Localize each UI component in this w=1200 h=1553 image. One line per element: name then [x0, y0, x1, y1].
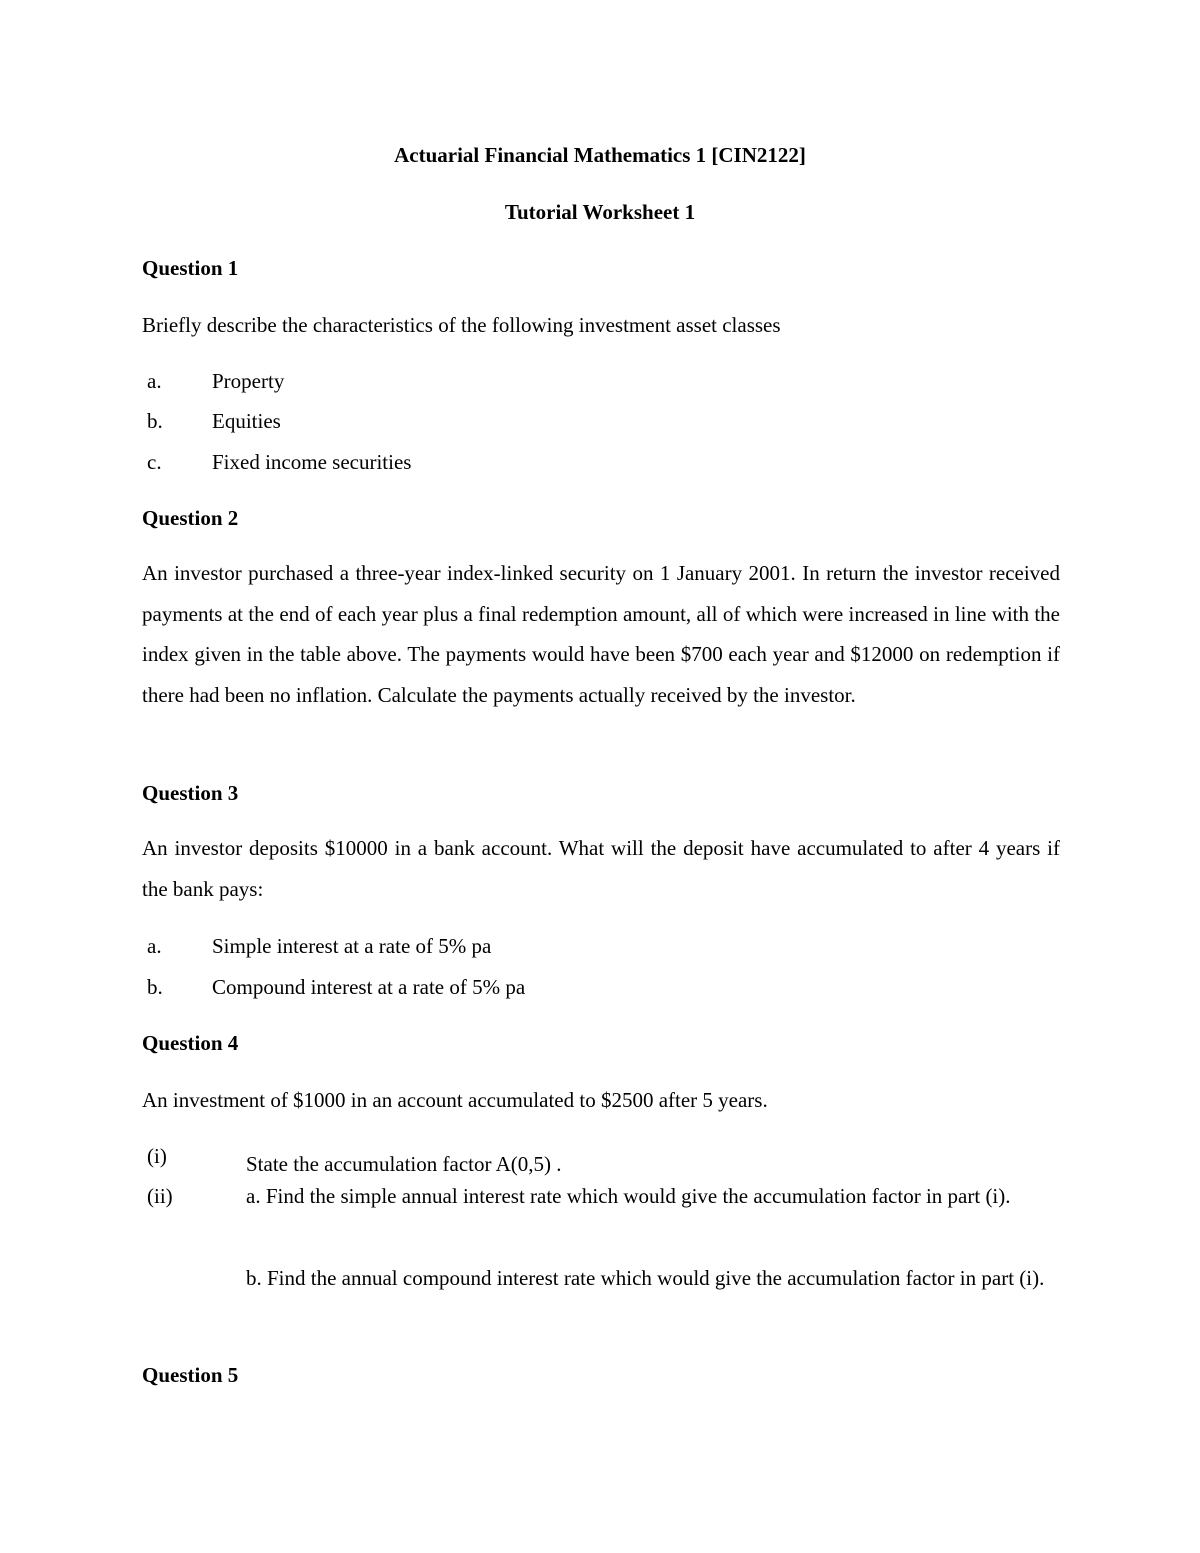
question-2-heading: Question 2 [142, 506, 239, 530]
question-4-heading: Question 4 [142, 1031, 239, 1055]
question-2-body: An investor purchased a three-year index-linked security on 1 January 2001. In return the investor received payments at the end of each year plus a final redemption amount, all of which were increased in line with the index given in the table above. The payments would have been $700 each year and $12000 on redemption if there had been no inflation. Calculate the payments actually received by the investor. [142, 561, 1060, 707]
list-marker: a. [147, 369, 162, 393]
list-marker: a. [147, 934, 162, 958]
question-3-heading: Question 3 [142, 781, 239, 805]
list-marker: b. [147, 409, 163, 433]
question-1-heading: Question 1 [142, 256, 239, 280]
list-marker: b. [147, 975, 163, 999]
question-5-heading: Question 5 [142, 1363, 239, 1387]
question-3-body: An investor deposits $10000 in a bank account. What will the deposit have accumulated to after 4 years if the bank pays: [142, 836, 1060, 901]
document-subtitle: Tutorial Worksheet 1 [504, 200, 696, 224]
part-marker: (i) [147, 1144, 167, 1168]
part-text: State the accumulation factor A(0,5) . [246, 1152, 562, 1176]
list-item-text: Equities [212, 409, 281, 433]
part-marker: (ii) [147, 1184, 173, 1208]
question-4-intro: An investment of $1000 in an account accumulated to $2500 after 5 years. [142, 1088, 768, 1112]
question-1-intro: Briefly describe the characteristics of the following investment asset classes [142, 313, 781, 337]
list-marker: c. [147, 450, 162, 474]
part-text: b. Find the annual compound interest rate which would give the accumulation factor in part (i). [246, 1266, 1045, 1290]
list-item-text: Fixed income securities [212, 450, 412, 474]
document-title: Actuarial Financial Mathematics 1 [CIN2122] [394, 143, 806, 167]
list-item-text: Compound interest at a rate of 5% pa [212, 975, 526, 999]
part-text: a. Find the simple annual interest rate which would give the accumulation factor in part (i). [246, 1184, 1011, 1208]
list-item-text: Property [212, 369, 285, 393]
list-item-text: Simple interest at a rate of 5% pa [212, 934, 492, 958]
